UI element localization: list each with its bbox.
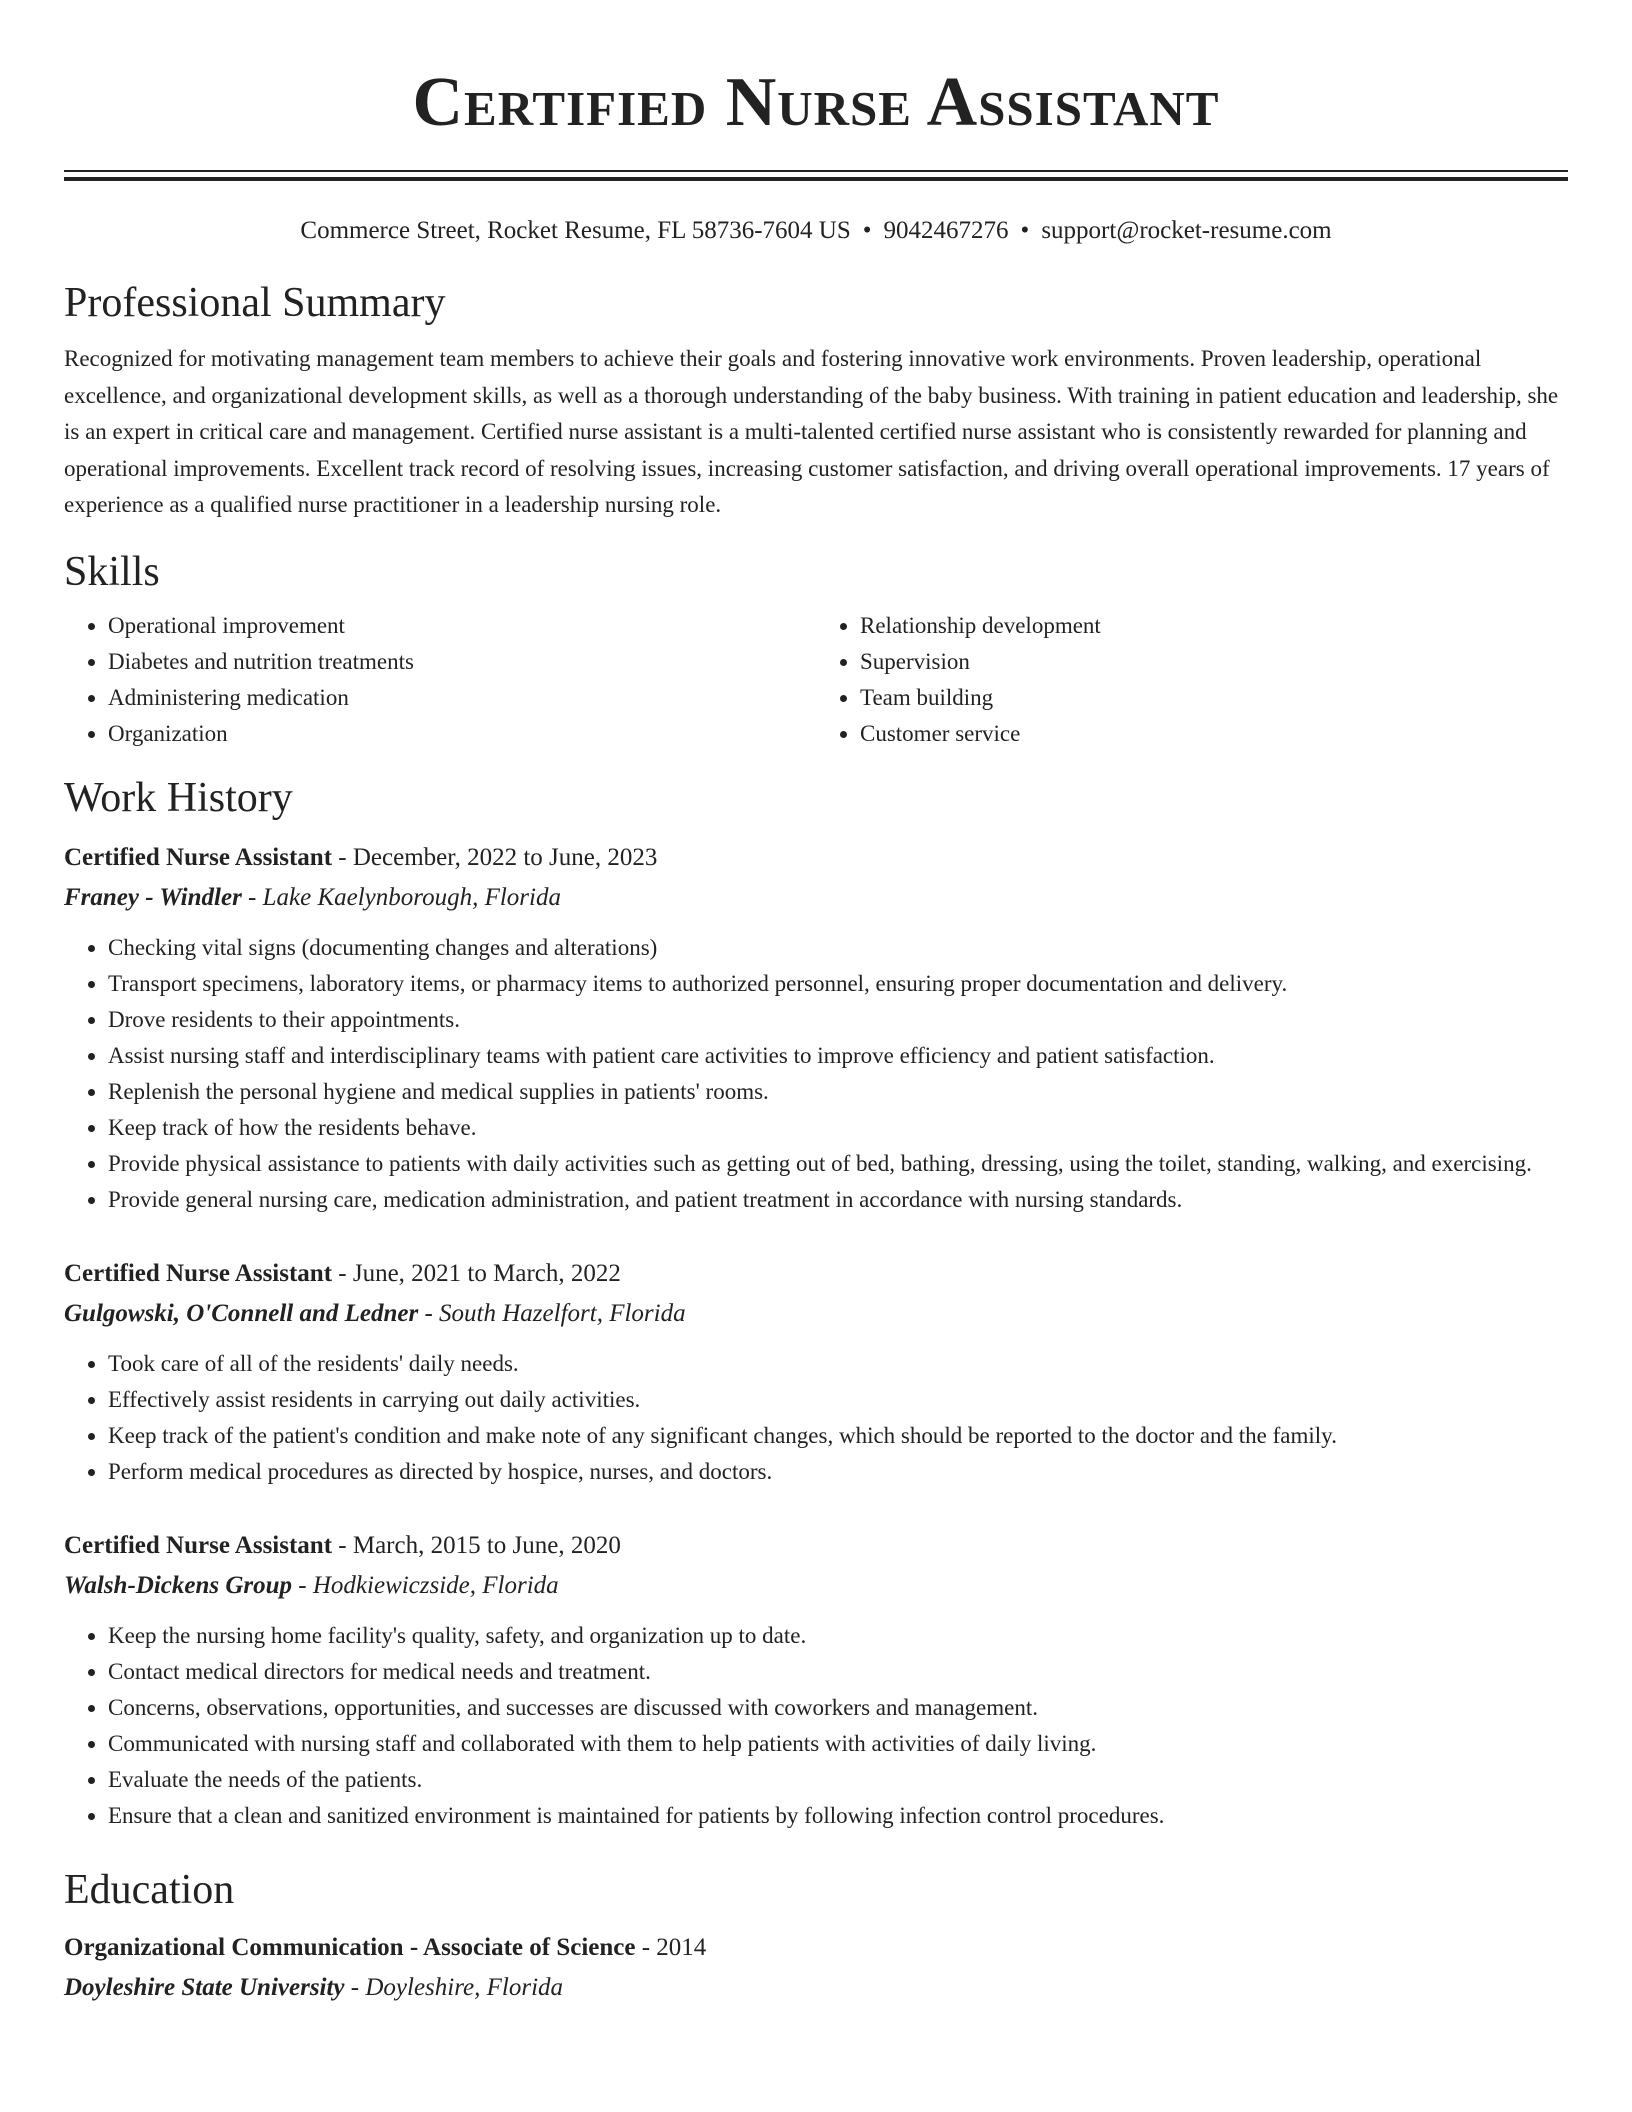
section-heading-skills: Skills (64, 548, 160, 595)
job-title-line (64, 838, 1568, 878)
duty-item: • Perform medical procedures as directed by hospice, nurses, and doctors. (108, 1454, 1568, 1490)
company-line (64, 1294, 1568, 1334)
job-title-line (64, 1254, 1568, 1294)
job-entry (64, 1254, 1568, 1490)
duty-item: • Keep the nursing home facility's quality, safety, and organization up to date. (108, 1618, 1568, 1654)
company-name: Gulgowski, O'Connell and Ledner (64, 1299, 419, 1327)
school-line (64, 1968, 1568, 2008)
school-location: - Doyleshire, Florida (344, 1973, 564, 2001)
skills-list (64, 608, 1568, 752)
contact-phone: 9042467276 (883, 217, 1009, 244)
job-title: Certified Nurse Assistant (64, 843, 333, 871)
duty-item: • Keep track of how the residents behave. (108, 1110, 1568, 1146)
education-entry (64, 1928, 1568, 2008)
company-line (64, 878, 1568, 918)
company-location: - South Hazelfort, Florida (418, 1299, 686, 1327)
degree-name: Organizational Communication - Associate of Science (64, 1933, 636, 1961)
section-heading-education: Education (64, 1866, 235, 1913)
duty-item: • Ensure that a clean and sanitized environment is maintained for patients by following infection control procedures. (108, 1798, 1568, 1834)
contact-address: Commerce Street, Rocket Resume, FL 58736-7604 US (300, 217, 851, 244)
job-title: Certified Nurse Assistant (64, 1531, 333, 1559)
company-name: Franey - Windler (64, 883, 242, 911)
summary-text: Recognized for motivating management team members to achieve their goals and fostering innovative work environments. Proven leadership, operational excellence, and organizational development skills, as well as a thorough understanding of the baby business. With training in patient education and leadership, she is an expert in critical care and management. Certified nurse assistant is a multi-talented certified nurse assistant who is consistently rewarded for planning and operational improvements. Excellent track record of resolving issues, increasing customer satisfaction, and driving overall operational improvements. 17 years of experience as a qualified nurse practitioner in a leadership nursing role. (64, 346, 1559, 517)
job-title-line (64, 1526, 1568, 1566)
skills-column-left (64, 608, 816, 752)
skill-item: • Customer service (860, 716, 1568, 752)
degree-year: - 2014 (635, 1933, 707, 1961)
contact-email: support@rocket-resume.com (1041, 217, 1332, 244)
skill-item: • Diabetes and nutrition treatments (108, 644, 816, 680)
job-entry (64, 838, 1568, 1218)
job-entry (64, 1526, 1568, 1834)
duty-item: • Provide physical assistance to patients with daily activities such as getting out of bed, bathing, dressing, using the toilet, standing, walking, and exercising. (108, 1146, 1568, 1182)
skill-item: • Team building (860, 680, 1568, 716)
skill-item: • Operational improvement (108, 608, 816, 644)
contact-line (64, 213, 1568, 249)
skills-column-right (816, 608, 1568, 752)
duty-item: • Contact medical directors for medical needs and treatment. (108, 1654, 1568, 1690)
school-name: Doyleshire State University (64, 1973, 345, 2001)
skill-item: • Organization (108, 716, 816, 752)
company-line (64, 1566, 1568, 1606)
duty-item: • Drove residents to their appointments. (108, 1002, 1568, 1038)
job-title: Certified Nurse Assistant (64, 1259, 333, 1287)
duty-item: • Effectively assist residents in carrying out daily activities. (108, 1382, 1568, 1418)
duty-item: • Concerns, observations, opportunities, and successes are discussed with coworkers and management. (108, 1690, 1568, 1726)
skill-item: • Administering medication (108, 680, 816, 716)
duty-item: • Evaluate the needs of the patients. (108, 1762, 1568, 1798)
job-duties (64, 930, 1568, 1218)
resume-title: Certified Nurse Assistant (412, 64, 1220, 141)
job-dates: - March, 2015 to June, 2020 (332, 1531, 621, 1559)
duty-item: • Communicated with nursing staff and collaborated with them to help patients with activities of daily living. (108, 1726, 1568, 1762)
duty-item: • Took care of all of the residents' daily needs. (108, 1346, 1568, 1382)
contact-separator: • (862, 217, 872, 244)
section-heading-summary: Professional Summary (64, 280, 446, 326)
duty-item: • Replenish the personal hygiene and medical supplies in patients' rooms. (108, 1074, 1568, 1110)
section-heading-work-history: Work History (64, 774, 293, 821)
duty-item: • Assist nursing staff and interdisciplinary teams with patient care activities to improve efficiency and patient satisfaction. (108, 1038, 1568, 1074)
contact-separator: • (1020, 217, 1030, 244)
job-duties (64, 1618, 1568, 1834)
job-dates: - June, 2021 to March, 2022 (332, 1259, 621, 1287)
job-dates: - December, 2022 to June, 2023 (332, 843, 658, 871)
title-divider (64, 170, 1568, 181)
skill-item: • Supervision (860, 644, 1568, 680)
duty-item: • Keep track of the patient's condition and make note of any significant changes, which should be reported to the doctor and the family. (108, 1418, 1568, 1454)
degree-line (64, 1928, 1568, 1968)
duty-item: • Checking vital signs (documenting changes and alterations) (108, 930, 1568, 966)
company-name: Walsh-Dickens Group (64, 1571, 293, 1599)
duty-item: • Provide general nursing care, medication administration, and patient treatment in accordance with nursing standards. (108, 1182, 1568, 1218)
job-duties (64, 1346, 1568, 1490)
skill-item: • Relationship development (860, 608, 1568, 644)
company-location: - Hodkiewiczside, Florida (292, 1571, 559, 1599)
duty-item: • Transport specimens, laboratory items, or pharmacy items to authorized personnel, ensuring proper documentation and delivery. (108, 966, 1568, 1002)
company-location: - Lake Kaelynborough, Florida (241, 883, 561, 911)
